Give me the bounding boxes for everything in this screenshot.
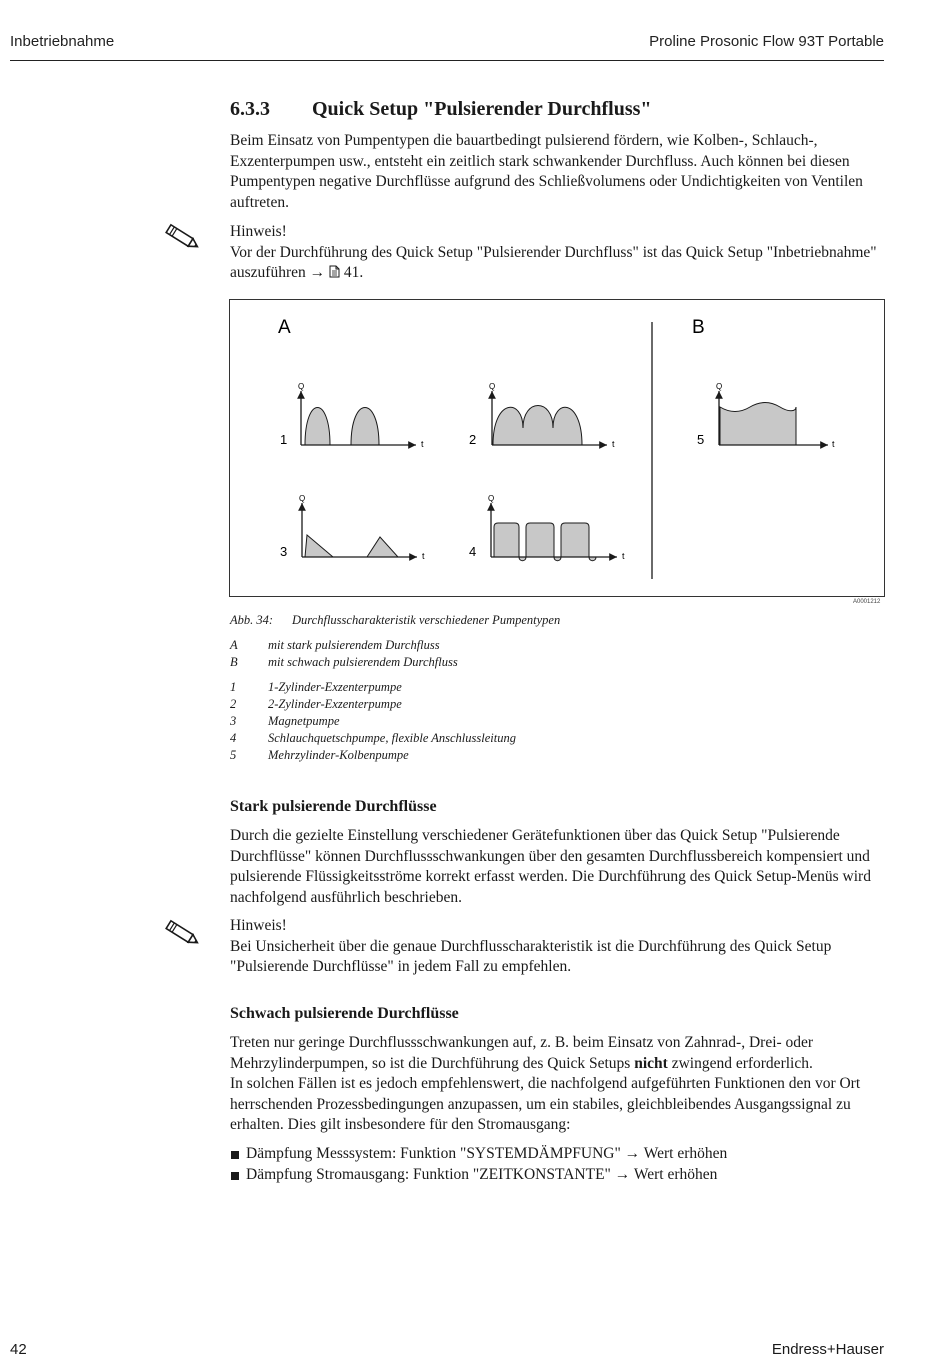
note-1-page-ref: 41. [343, 264, 364, 281]
emphasis-nicht: nicht [634, 1054, 668, 1072]
plot-1-pulse [351, 408, 379, 446]
legend-row: A mit stark pulsierendem Durchfluss [230, 638, 440, 652]
header-rule [10, 60, 884, 61]
plot-4-t-label: t [622, 551, 625, 561]
running-header-left: Inbetriebnahme [10, 33, 115, 50]
list-item: Dämpfung Messsystem: Funktion "SYSTEMDÄMPFUNG" → Wert erhöhen [230, 1144, 890, 1165]
subheading-weak-pulsation: Schwach pulsierende Durchflüsse [230, 1005, 459, 1022]
plot-2-number: 2 [469, 432, 477, 447]
plot-2-t-label: t [612, 439, 615, 449]
damping-bullet-list [230, 1144, 890, 1185]
plot-1-number: 1 [280, 432, 288, 447]
weak-pulsation-line-2: In solchen Fällen ist es jedoch empfehlenswert, die nachfolgend aufgeführten Funktionen den vor Ort herrschenden Prozessbedingungen anzupassen, um ein stabiles, gleichbleibendes Ausgangssignal zu erhalten. Dies gilt insbesondere für den Stromausgang: [230, 1075, 861, 1133]
legend-groups [230, 637, 458, 671]
strong-pulsation-paragraph: Durch die gezielte Einstellung verschiedener Gerätefunktionen über das Quick Setup "Pulsierende Durchflüsse" können Durchflussschwankungen über den gesamten Durchflussbereich kompensiert und pulsierende Flüssigkeitsströme korrekt erfasst werden. Die Durchführung des Quick Setup-Menüs wird nachfolgend ausführlich beschrieben. [230, 827, 871, 906]
plot-2-pulse [493, 406, 582, 446]
figure-code: A0001212 [853, 599, 881, 605]
caption-text: Durchflusscharakteristik verschiedener Pumpentypen [292, 613, 561, 627]
legend-row: 4 Schlauchquetschpumpe, flexible Anschlussleitung [230, 731, 516, 745]
list-item: Dämpfung Stromausgang: Funktion "ZEITKONSTANTE" → Wert erhöhen [230, 1165, 890, 1186]
plot-5-flow [720, 403, 796, 446]
plot-1-q-label: Q [298, 382, 305, 391]
figure-caption [230, 612, 560, 629]
plot-1 [280, 382, 424, 449]
plot-4-q-label: Q [488, 494, 495, 503]
plot-3-pulse [305, 535, 333, 557]
subheading-strong-pulsation: Stark pulsierende Durchflüsse [230, 798, 437, 815]
note-1-body [230, 243, 890, 284]
section-number: 6.3.3 [230, 98, 270, 120]
plot-2 [469, 382, 615, 449]
running-header-right: Proline Prosonic Flow 93T Portable [649, 33, 884, 50]
note-2-text: Bei Unsicherheit über die genaue Durchflusscharakteristik ist die Durchführung des Quick Setup "Pulsierende Durchflüsse" in jedem Fall zu empfehlen. [230, 937, 832, 975]
weak-pulsation-paragraph [230, 1033, 890, 1136]
note-1-label: Hinweis! [230, 223, 287, 240]
plot-3-number: 3 [280, 544, 288, 559]
plot-4 [469, 494, 625, 561]
legend-row: 1 1-Zylinder-Exzenterpumpe [230, 680, 402, 694]
caption-label: Abb. 34: [230, 613, 274, 627]
legend-items [230, 679, 516, 764]
plot-3-pulse [367, 537, 398, 557]
pencil-note-icon [160, 918, 202, 948]
pump-flow-figure [230, 300, 884, 596]
footer-brand: Endress+Hauser [771, 1341, 884, 1358]
note-2 [230, 916, 890, 978]
note-1 [230, 222, 890, 284]
plot-5-number: 5 [697, 432, 705, 447]
plot-4-pulses [494, 523, 596, 561]
plot-3 [280, 494, 425, 561]
section-title: Quick Setup "Pulsierender Durchfluss" [312, 98, 652, 120]
group-label-b: B [692, 317, 705, 338]
page-number: 42 [10, 1341, 27, 1358]
note-2-label: Hinweis! [230, 917, 287, 934]
group-label-a: A [278, 317, 291, 338]
figure-frame [229, 299, 885, 597]
legend-row: 3 Magnetpumpe [230, 714, 340, 728]
note-1-text: Vor der Durchführung des Quick Setup "Pulsierender Durchfluss" ist das Quick Setup "Inbetriebnahme" auszuführen → [230, 243, 877, 281]
intro-paragraph: Beim Einsatz von Pumpentypen die bauartbedingt pulsierend fördern, wie Kolben-, Schlauch-, Exzenterpumpen usw., entsteht ein zeitlich stark schwankender Durchfluss. Auch können bei diesen Pumpentypen negative Durchflüsse aufgrund des Schließvolumens oder Undichtigkeiten von Ventilen auftreten. [230, 132, 863, 211]
plot-4-number: 4 [469, 544, 477, 559]
plot-5-q-label: Q [716, 382, 723, 391]
weak-pulsation-line-1: Treten nur geringe Durchflussschwankungen auf, z. B. beim Einsatz von Zahnrad-, Drei- oder Mehrzylinderpumpen, so ist die Durchführung des Quick Setups nicht zwingend erforderlich. [230, 1034, 814, 1072]
plot-1-pulse [305, 408, 330, 446]
legend-row: B mit schwach pulsierendem Durchfluss [230, 655, 458, 669]
pencil-note-icon [160, 222, 202, 252]
section-heading [230, 98, 651, 121]
plot-3-t-label: t [422, 551, 425, 561]
plot-5-t-label: t [832, 439, 835, 449]
plot-1-t-label: t [421, 439, 424, 449]
plot-3-q-label: Q [299, 494, 306, 503]
legend-row: 2 2-Zylinder-Exzenterpumpe [230, 697, 402, 711]
plot-2-q-label: Q [489, 382, 496, 391]
legend-row: 5 Mehrzylinder-Kolbenpumpe [230, 748, 409, 762]
page-icon [329, 265, 340, 278]
plot-5 [697, 382, 835, 449]
